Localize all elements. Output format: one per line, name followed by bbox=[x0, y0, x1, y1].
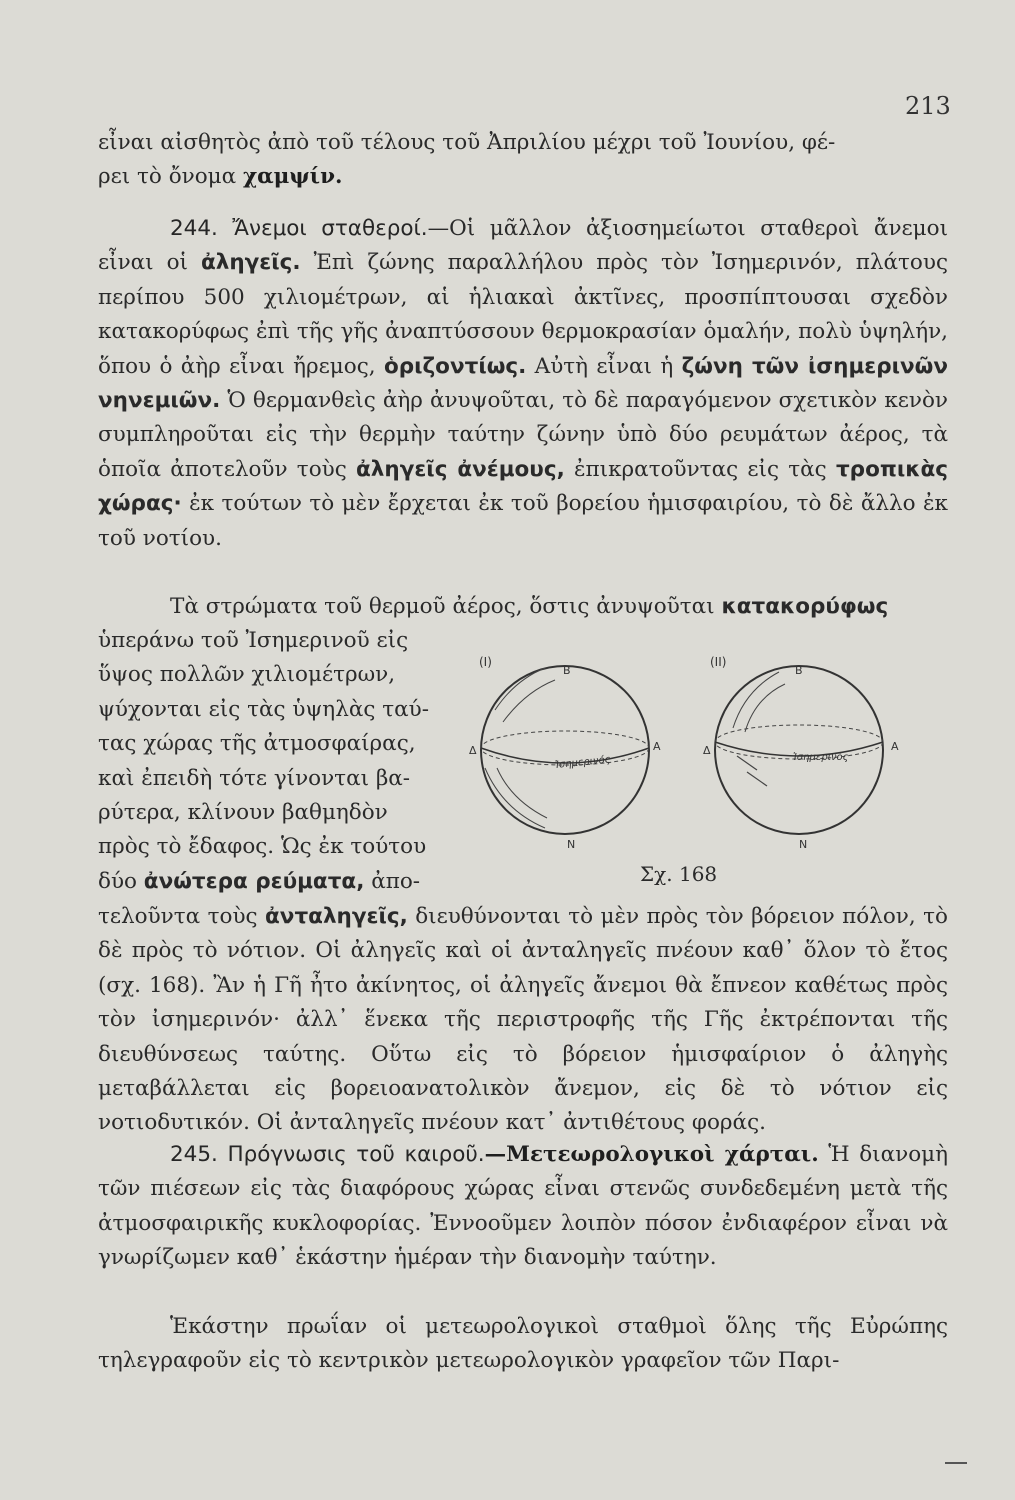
figure-left-west: Δ bbox=[469, 744, 477, 757]
wind-arrow bbox=[745, 684, 785, 732]
wind-arrow bbox=[737, 756, 757, 770]
text-fragment: —Οἱ μᾶλλον ἀξιοσημείωτοι σταθεροὶ ἄνεμοι εἶναι οἱ bbox=[98, 216, 949, 276]
figure-left-east: A bbox=[653, 740, 661, 753]
figure-168 bbox=[455, 650, 925, 890]
text-fragment: τελοῦντα τοὺς bbox=[98, 904, 266, 929]
text-fragment: Ἑκάστην πρωΐαν οἱ μετεωρολογικοὶ σταθμοὶ ὅλης τῆς Εὐρώπης τηλεγραφοῦν εἰς τὸ κεντρικὸν μετεωρολογικὸν γραφεῖον τῶν Παρι- bbox=[98, 1314, 948, 1374]
paragraph-strata-rest bbox=[98, 900, 948, 1141]
section-244-heading: 244. Ἄνεμοι σταθεροί. bbox=[170, 216, 428, 241]
text-line: τας χώρας τῆς ἀτμοσφαίρας, bbox=[98, 731, 416, 757]
text-fragment: ἐκ τούτων τὸ μὲν ἔρχεται ἐκ τοῦ βορείου ἡμισφαιρίου, τὸ δὲ ἄλλο ἐκ τοῦ νοτίου. bbox=[98, 491, 948, 551]
paragraph-strata-left-column bbox=[98, 624, 443, 899]
text-fragment: Τὰ στρώματα τοῦ θερμοῦ ἀέρος, ὅστις ἀνυψοῦται bbox=[170, 594, 722, 619]
wind-arrow bbox=[485, 768, 545, 828]
text-line: ὕψος πολλῶν χιλιομέτρων, bbox=[98, 662, 396, 688]
text-fragment: Αὐτὴ εἶναι ἡ bbox=[526, 353, 682, 379]
text-fragment: ἀπο- bbox=[364, 868, 421, 894]
wind-arrow bbox=[497, 768, 547, 818]
text-fragment: Ἡ διανομὴ τῶν πιέσεων εἰς τὰς διαφόρους χώρας εἶναι στενῶς συνδεδεμένη μετὰ τῆς ἀτμοσφαιρικῆς κυκλοφορίας. Ἐννοοῦμεν λοιπὸν πόσον ἐνδιαφέρον εἶναι νὰ γνωρίζωμεν καθ᾽ ἑκάστην ἡμέραν τὴν διανομὴν ταύτην. bbox=[98, 1142, 948, 1271]
term-aligeis-anemous: ἀληγεῖς ἀνέμους, bbox=[356, 456, 565, 482]
section-245-heading: 245. Πρόγνωσις τοῦ καιροῦ. bbox=[170, 1142, 485, 1167]
wind-arrow bbox=[747, 772, 767, 786]
section-245-subheading: —Μετεωρολογικοὶ χάρται. bbox=[484, 1142, 819, 1167]
term-anotera-reymata: ἀνώτερα ρεύματα, bbox=[143, 868, 365, 894]
term-katakoryfos: κατακορύφως bbox=[721, 594, 889, 619]
text-fragment: Ἐπὶ ζώνης παραλλήλου πρὸς τὸν Ἰσημερινόν, πλάτους περίπου 500 χιλιομέτρων, αἱ ἡλιακαὶ ἀκτῖνες, προσπίπτουσαι σχεδὸν κατακορύφως ἐπὶ τῆς γῆς ἀναπτύσσουν θερμοκρασίαν ὁμαλήν, πολὺ ὑψηλήν, ὅπου ὁ ἀὴρ εἶναι ἤρεμος, bbox=[98, 250, 948, 379]
globe-right-outline bbox=[715, 666, 883, 834]
term-khamsin: χαμψίν. bbox=[243, 164, 343, 190]
figure-left-equator-label: Ἰσημερινός bbox=[554, 754, 612, 772]
wind-arrow bbox=[733, 672, 779, 728]
figure-caption: Σχ. 168 bbox=[640, 862, 718, 886]
term-antaligeis: ἀνταληγεῖς, bbox=[265, 904, 408, 929]
text-fragment: ἐπικρατοῦντας εἰς τὰς bbox=[564, 456, 836, 482]
term-tropikas: τροπικὰς χώρας· bbox=[98, 456, 949, 517]
text-line: ρύτερα, κλίνουν βαθμηδὸν bbox=[98, 800, 388, 826]
term-zoni: ζώνη τῶν ἰσημερινῶν νηνεμιῶν. bbox=[98, 353, 948, 414]
section-244 bbox=[98, 212, 948, 556]
globe-left-outline bbox=[481, 666, 649, 834]
section-245 bbox=[98, 1138, 948, 1276]
text-line: καὶ ἐπειδὴ τότε γίνονται βα- bbox=[98, 765, 411, 791]
text-fragment: διευθύνονται τὸ μὲν πρὸς τὸν βόρειον πόλον, τὸ δὲ πρὸς τὸ νότιον. Οἱ ἀληγεῖς καὶ οἱ ἀνταληγεῖς πνέουν καθ᾽ ὅλον τὸ ἔτος (σχ. 168). Ἂν ἡ Γῆ ἦτο ἀκίνητος, οἱ ἀληγεῖς ἄνεμοι θὰ ἔπνεον καθέτως πρὸς τὸν ἰσημερινόν· ἀλλ᾽ ἕνεκα τῆς περιστροφῆς τῆς Γῆς ἐκτρέπονται τῆς διευθύνσεως ταύτης. Οὕτω εἰς τὸ βόρειον ἡμισφαίριον ὁ ἀληγὴς μεταβάλλεται εἰς βορειοανατολικὸν ἄνεμον, εἰς δὲ τὸ νότιον εἰς νοτιοδυτικόν. Οἱ ἀνταληγεῖς πνέουν κατ᾽ ἀντιθέτους φοράς. bbox=[98, 904, 949, 1136]
text-fragment: δύο bbox=[98, 868, 144, 894]
page-number: 213 bbox=[905, 92, 951, 120]
term-aliseis: ἀληγεῖς. bbox=[200, 250, 301, 276]
paragraph-khamsin bbox=[98, 126, 948, 195]
text-fragment: ρει τὸ ὄνομα bbox=[98, 164, 243, 190]
margin-mark bbox=[945, 1462, 967, 1464]
figure-left-north: B bbox=[563, 664, 571, 677]
text-line: πρὸς τὸ ἔδαφος. Ὡς ἐκ τούτου bbox=[98, 834, 427, 860]
text-line bbox=[98, 865, 443, 899]
text-line: ψύχονται εἰς τὰς ὑψηλὰς ταύ- bbox=[98, 696, 429, 722]
text-line: ὑπεράνω τοῦ Ἰσημερινοῦ εἰς bbox=[98, 628, 409, 653]
text-fragment: Ὁ θερμανθεὶς ἀὴρ ἀνυψοῦται, τὸ δὲ παραγόμενον σχετικὸν κενὸν συμπληροῦται εἰς τὴν θερμὴν ταύτην ζώνην ὑπὸ δύο ρευμάτων ἀέρος, τὰ ὁποῖα ἀποτελοῦν τοὺς bbox=[98, 388, 948, 482]
figure-right-south: N bbox=[799, 838, 808, 851]
figure-right-equator-label: Ἰσημερινός bbox=[793, 752, 849, 763]
figure-left-label: (I) bbox=[479, 655, 492, 669]
text-line: εἶναι αἰσθητὸς ἀπὸ τοῦ τέλους τοῦ Ἀπριλίου μέχρι τοῦ Ἰουνίου, φέ- bbox=[98, 130, 836, 155]
figure-right-label: (II) bbox=[710, 655, 727, 669]
term-orizontios: ὁριζοντίως. bbox=[383, 353, 527, 379]
paragraph-stations bbox=[98, 1310, 948, 1379]
figure-left-south: N bbox=[567, 838, 576, 851]
figure-right-west: Δ bbox=[703, 744, 711, 757]
figure-right-east: A bbox=[891, 740, 899, 753]
paragraph-strata-line1 bbox=[98, 590, 948, 624]
figure-right-north: B bbox=[795, 664, 803, 677]
